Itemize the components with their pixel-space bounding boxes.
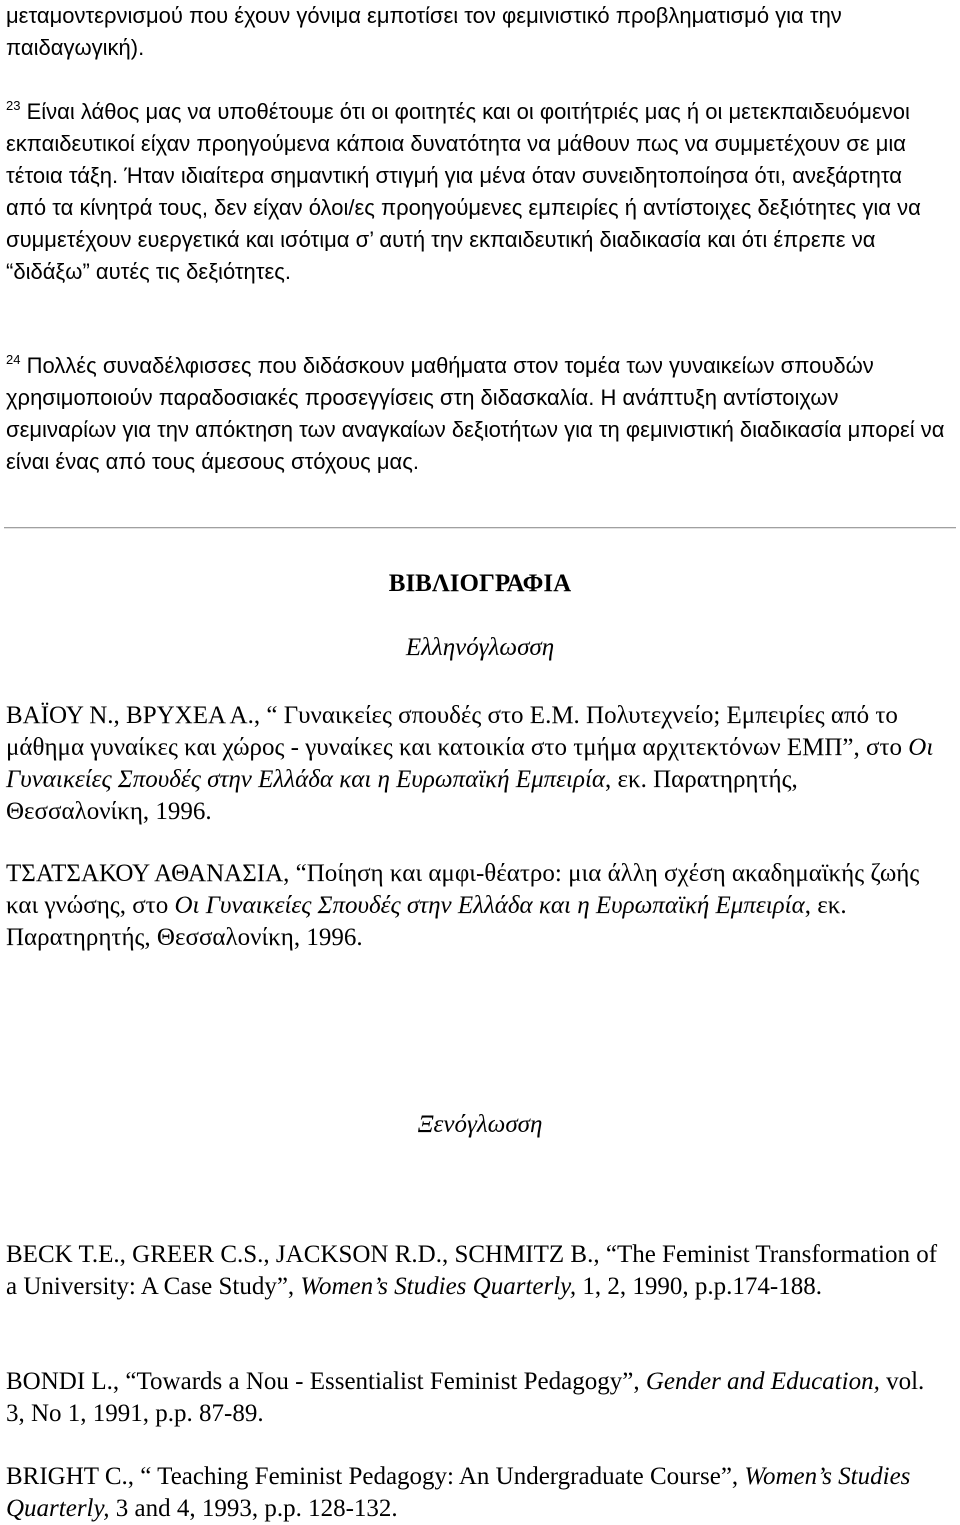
footnote-number: 24 — [6, 352, 21, 367]
footnote-number: 23 — [6, 98, 21, 113]
bib-entry-authors-title: ΒΑΪΟΥ Ν., ΒΡΥΧΕΑ Α., “ Γυναικείες σπουδές στο Ε.Μ. Πολυτεχνείο; Εμπειρίες από το μάθημα γυναίκες και χώρος - γυναίκες και κατοικία στο τμήμα αρχιτεκτόνων ΕΜΠ”, στο — [6, 702, 909, 761]
bib-entry-authors-title: BRIGHT C., “ Teaching Feminist Pedagogy: An Undergraduate Course”, — [6, 1463, 745, 1490]
bib-entry-authors-title: BECK T.E., GREER C.S., JACKSON R.D., SCHMITZ B., “The Feminist Transformation of a University: A Case Study”, — [6, 1241, 938, 1300]
bib-entry-source: Gender and Education, — [645, 1368, 880, 1395]
footnote-24 — [6, 350, 946, 478]
bib-entry-details: 1, 2, 1990, p.p.174-188. — [576, 1273, 822, 1300]
bib-entry — [6, 1366, 946, 1430]
continuation-text: μεταμοντερνισμού που έχουν γόνιμα εμποτίσει τον φεμινιστικό προβληματισμό για την παιδαγωγική). — [6, 3, 842, 60]
bib-entry-authors-title: ΤΣΑΤΣΑΚΟΥ ΑΘΑΝΑΣΙΑ, “Ποίηση και αμφι-θέατρο: μια άλλη σχέση ακαδημαϊκής ζωής και γνώσης, στο — [6, 860, 920, 919]
foreign-section-heading: Ξενόγλωσση — [417, 1111, 543, 1138]
bib-entry-source: Women’s Studies Quarterly, — [300, 1273, 577, 1300]
bib-entry — [6, 858, 946, 954]
bib-entry-authors-title: BONDI L., “Towards a Nou - Essentialist Feminist Pedagogy”, — [6, 1368, 646, 1395]
bib-entry-details: , εκ. Παρατηρητής, Θεσσαλονίκη, 1996. — [6, 766, 798, 825]
bib-entry-details: , εκ. Παρατηρητής, Θεσσαλονίκη, 1996. — [6, 892, 847, 951]
bib-entry-details: 3 and 4, 1993, p.p. 128-132. — [109, 1495, 398, 1522]
bib-entry-source: Οι Γυναικείες Σπουδές στην Ελλάδα και η Ευρωπαϊκή Εμπειρία — [174, 892, 805, 919]
footnote-text: Πολλές συναδέλφισσες που διδάσκουν μαθήματα στον τομέα των γυναικείων σπουδών χρησιμοποιούν παραδοσιακές προσεγγίσεις στη διδασκαλία. Η ανάπτυξη αντίστοιχων σεμιναρίων για την απόκτηση των αναγκαίων δεξιοτήτων για τη φεμινιστική διαδικασία μπορεί να είναι ένας από τους άμεσους στόχους μας. — [6, 353, 945, 474]
bib-entry — [6, 1461, 946, 1525]
bib-entry-source: Οι Γυναικείες Σπουδές στην Ελλάδα και η Ευρωπαϊκή Εμπειρία — [6, 734, 934, 793]
footnote-23 — [6, 96, 946, 288]
bib-entry — [6, 700, 946, 828]
greek-section-heading: Ελληνόγλωσση — [405, 634, 555, 661]
bib-entry — [6, 1239, 946, 1303]
bib-entry-details: vol. 3, No 1, 1991, p.p. 87-89. — [6, 1368, 925, 1427]
bib-entry-source: Women’s Studies Quarterly, — [6, 1463, 911, 1522]
continuation-paragraph — [6, 0, 946, 64]
bibliography-heading: ΒΙΒΛΙΟΓΡΑΦΙΑ — [388, 570, 572, 597]
footnote-text: Είναι λάθος μας να υποθέτουμε ότι οι φοιτητές και οι φοιτήτριές μας ή οι μετεκπαιδευόμενοι εκπαιδευτικοί είχαν προηγούμενα κάποια δυνατότητα να μάθουν πως να συμμετέχουν σε μια τέτοια τάξη. Ήταν ιδιαίτερα σημαντική στιγμή για μένα όταν συνειδητοποίησα ότι, ανεξάρτητα από τα κίνητρά τους, δεν είχαν όλοι/ες προηγούμενες εμπειρίες ή αντίστοιχες δεξιότητες για να συμμετέχουν ευεργετικά και ισότιμα σ’ αυτή την εκπαιδευτική διαδικασία και ότι έπρεπε να “διδάξω” αυτές τις δεξιότητες. — [6, 99, 921, 284]
section-divider — [4, 527, 956, 529]
